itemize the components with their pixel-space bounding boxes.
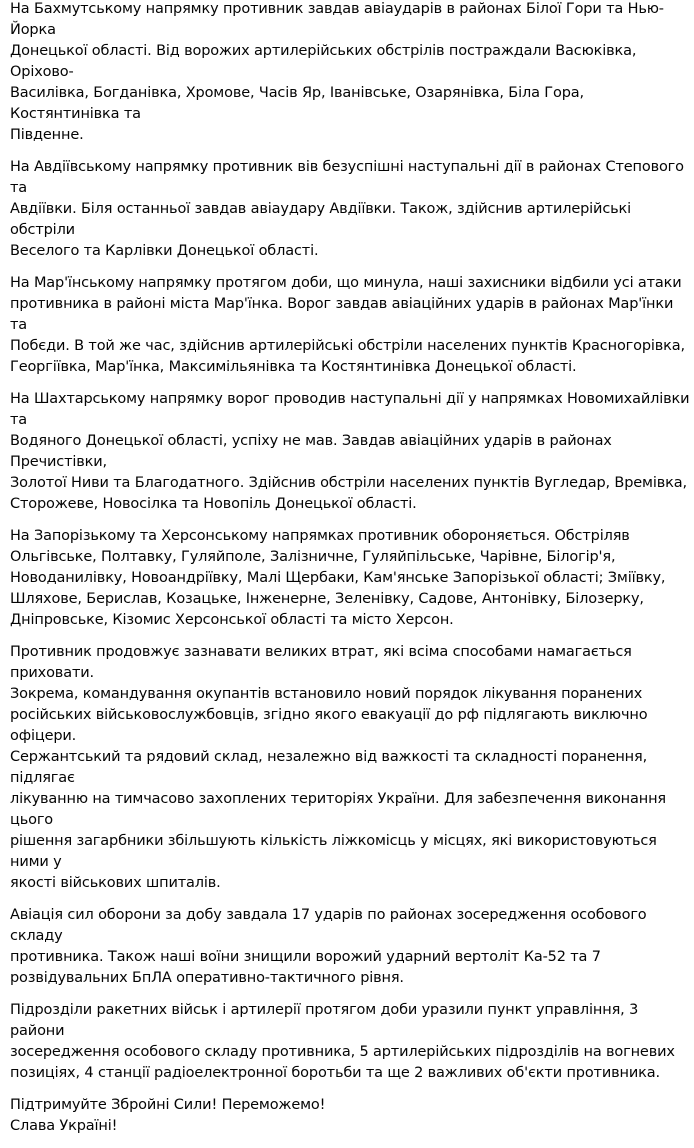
paragraph-closing: Підтримуйте Збройні Сили! Переможемо! Слава Україні! — [10, 1097, 326, 1134]
paragraph-artillery: Підрозділи ракетних військ і артилерії протягом доби уразили пункт управління, 3 райони зосередження особового складу противника, 5 артилерійських підрозділів на вогневих позиціях, 4 станції радіоелектронної боротьби та ще 2 важливих об'єкти противника. — [10, 1002, 675, 1081]
paragraph-bakhmut: На Бахмутському напрямку противник завдав авіаударів в районах Білої Гори та Нью-Йорка Донецької області. Від ворожих артилерійських обстрілів постраждали Васюківка, Оріхово- Василівка, Богданівка, Хромове, Часів Яр, Іванівське, Озарянівка, Біла Гора, Костянтинівка та Південне. — [10, 1, 664, 143]
post-body — [10, 0, 694, 1148]
paragraph-zaporizhzhia-kherson: На Запорізькому та Херсонському напрямках противник обороняється. Обстріляв Ольгівське, Полтавку, Гуляйполе, Залізничне, Гуляйпільське, Чарівне, Білогір'я, Новоданилівку, Новоандріївку, Малі Щербаки, Кам'янське Запорізької області; Зміївку, Шляхове, Берислав, Козацьке, Інженерне, Зеленівку, Садове, Антонівку, Білозерку, Дніпровське, Кізомис Херсонської області та місто Херсон. — [10, 528, 666, 628]
paragraph-shakhtarsk: На Шахтарському напрямку ворог проводив наступальні дії у напрямках Новомихайлівки та Водяного Донецької області, успіху не мав. Завдав авіаційних ударів в районах Пречистівки, Золотої Ниви та Благодатного. Здійснив обстріли населених пунктів Вугледар, Времівка, Сторожеве, Новосілка та Новопіль Донецької області. — [10, 391, 690, 512]
paragraph-avdiivka: На Авдіївському напрямку противник вів безуспішні наступальні дії в районах Степового та Авдіївки. Біля останньої завдав авіаудару Авдіївки. Також, здійснив артилерійські обстріли Веселого та Карлівки Донецької області. — [10, 159, 684, 259]
paragraph-marinka: На Мар'їнському напрямку протягом доби, що минула, наші захисники відбили усі атаки противника в районі міста Мар'їнка. Ворог завдав авіаційних ударів в районах Мар'їнки та Побєди. В той же час, здійснив артилерійські обстріли населених пунктів Красногорівка, Георгіївка, Мар'їнка, Максимільянівка та Костянтинівка Донецької області. — [10, 275, 685, 375]
paragraph-aviation: Авіація сил оборони за добу завдала 17 ударів по районах зосередження особового складу противника. Також наші воїни знищили ворожий ударний вертоліт Ка-52 та 7 розвідувальних БпЛА оперативно-тактичного рівня. — [10, 907, 647, 986]
paragraph-enemy-losses: Противник продовжує зазнавати великих втрат, які всіма способами намагається приховати. Зокрема, командування окупантів встановило новий порядок лікування поранених російських військовослужбовців, згідно якого евакуації до рф підлягають виключно офіцери. Сержантський та рядовий склад, незалежно від важкості та складності поранення, підлягає лікуванню на тимчасово захоплених територіях України. Для забезпечення виконання цього рішення загарбники збільшують кількість ліжкомісць у місцях, які використовуються ними у якості військових шпиталів. — [10, 644, 666, 891]
